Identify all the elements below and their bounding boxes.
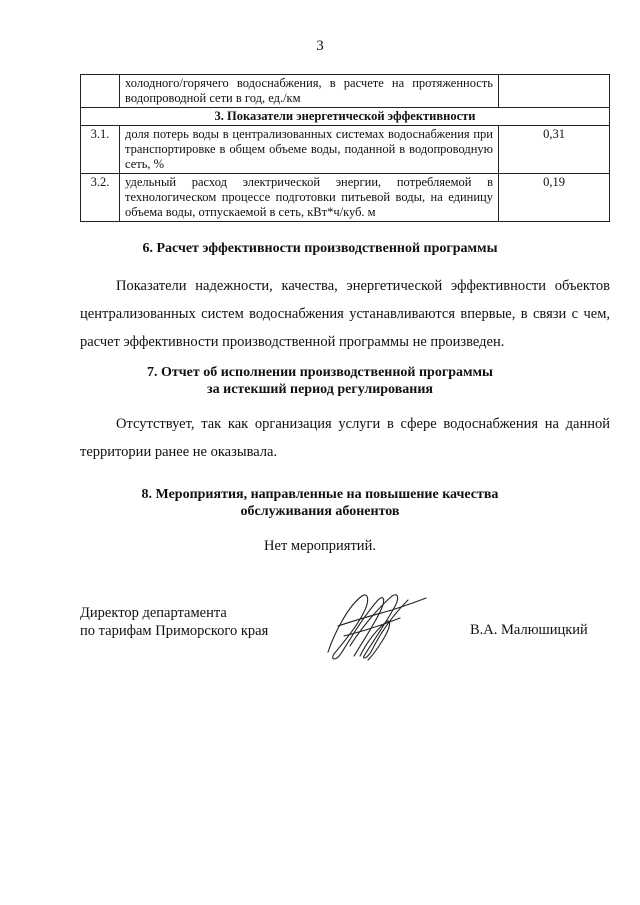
- indicators-table: [80, 74, 610, 222]
- table-section-row: [81, 108, 610, 126]
- table-row: [81, 75, 610, 108]
- signatory-name: В.А. Малюшицкий: [470, 622, 588, 638]
- row-description: холодного/горячего водоснабжения, в расчете на протяженность водопроводной сети в год, ед./км: [120, 75, 499, 108]
- section-6-heading: 6. Расчет эффективности производственной программы: [142, 241, 498, 256]
- section-7-heading-line1: 7. Отчет об исполнении производственной программы: [146, 365, 493, 380]
- row-description: удельный расход электрической энергии, потребляемой в технологическом процессе подготовки питьевой воды, на единицу объема воды, отпускаемой в сеть, кВт*ч/куб. м: [120, 174, 499, 222]
- row-number: 3.2.: [81, 174, 120, 222]
- section-6-text: Показатели надежности, качества, энергетической эффективности объектов централизованных систем водоснабжения устанавливаются впервые, в связи с чем, расчет эффективности производственной программы не произведен.: [80, 278, 610, 350]
- row-value: [499, 75, 610, 108]
- row-value: 0,19: [499, 174, 610, 222]
- row-number: 3.1.: [81, 126, 120, 174]
- row-value: 0,31: [499, 126, 610, 174]
- page-number: 3: [316, 38, 324, 54]
- row-number: [81, 75, 120, 108]
- section-8-text: Нет мероприятий.: [264, 538, 376, 554]
- section-7-text: Отсутствует, так как организация услуги в сфере водоснабжения на данной территории ранее не оказывала.: [80, 416, 610, 460]
- section-title: 3. Показатели энергетической эффективности: [81, 108, 610, 126]
- section-7-heading-line2: за истекший период регулирования: [207, 382, 433, 397]
- signatory-title: [80, 604, 268, 640]
- row-description: доля потерь воды в централизованных системах водоснабжения при транспортировке в общем объеме воды, поданной в водопроводную сеть, %: [120, 126, 499, 174]
- handwritten-signature: [320, 586, 430, 666]
- signatory-title-line1: Директор департамента: [80, 605, 227, 621]
- section-8-heading-line1: 8. Мероприятия, направленные на повышение качества: [141, 487, 499, 502]
- table-row: [81, 174, 610, 222]
- table-row: [81, 126, 610, 174]
- signatory-title-line2: по тарифам Приморского края: [80, 623, 269, 639]
- section-8-heading-line2: обслуживания абонентов: [240, 504, 400, 519]
